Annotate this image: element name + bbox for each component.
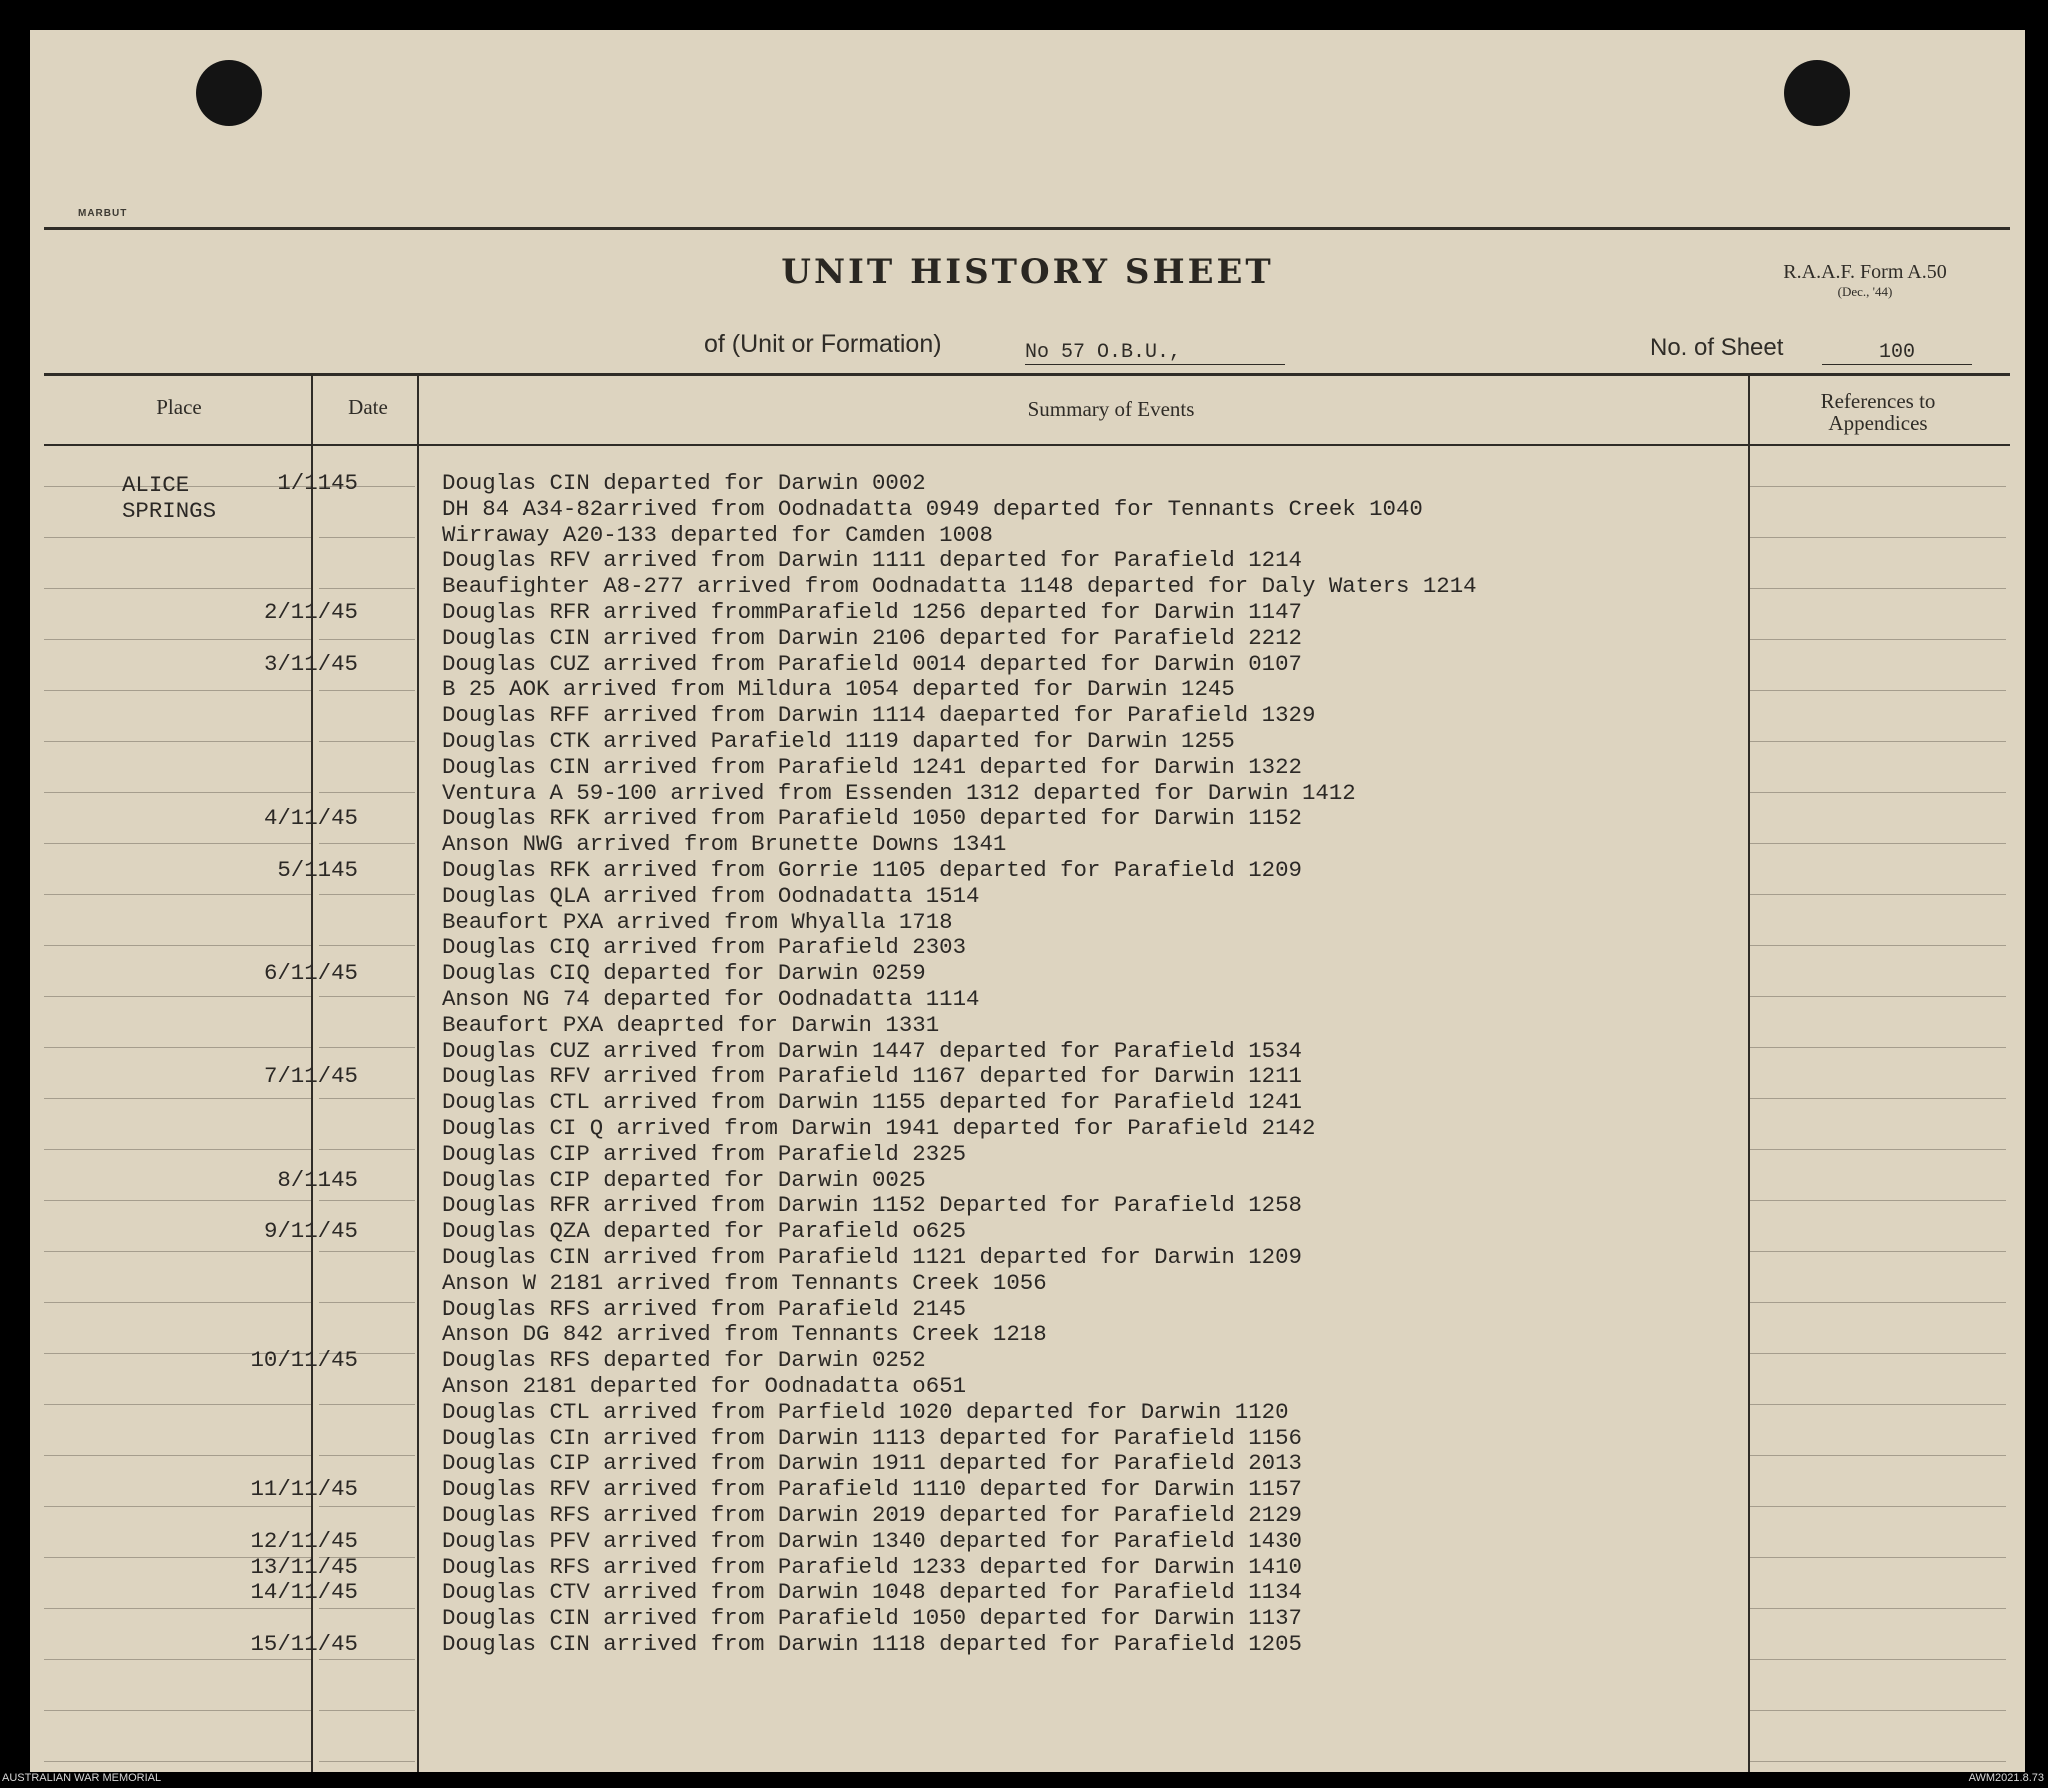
event-text: Douglas CIQ departed for Darwin 0259 [442,960,926,987]
event-row [60,754,2020,780]
event-text: Douglas CIN arrived from Parafield 1050 departed for Darwin 1137 [442,1605,1302,1632]
punch-hole-right [1784,60,1850,126]
event-date: 1/1145 [277,470,358,496]
event-text: B 25 AOK arrived from Mildura 1054 departed for Darwin 1245 [442,676,1235,703]
event-row [60,1141,2020,1167]
event-text: Douglas CIP arrived from Darwin 1911 departed for Parafield 2013 [442,1450,1302,1477]
sheet-number-value: 100 [1822,341,1972,365]
event-row [60,470,2020,496]
event-text: DH 84 A34-82arrived from Oodnadatta 0949 departed for Tennants Creek 1040 [442,495,1423,522]
event-date: 3/11/45 [263,650,358,677]
event-date: 5/1145 [277,857,358,883]
maker-mark: MARBUT [78,208,128,219]
event-text: Ventura A 59-100 arrived from Essenden 1312 departed for Darwin 1412 [442,779,1356,806]
event-date: 13/11/45 [250,1553,358,1580]
event-date: 10/11/45 [250,1347,358,1374]
event-text: Douglas RFV arrived from Darwin 1111 departed for Parafield 1214 [442,547,1302,574]
column-header-references-2: Appendices [1828,411,1928,435]
top-rule [44,227,2010,230]
event-row [60,1192,2020,1218]
event-row [60,960,2020,986]
event-text: Douglas CIN arrived from Darwin 1118 departed for Parafield 1205 [442,1631,1302,1657]
event-row [60,1115,2020,1141]
event-text: Douglas CUZ arrived from Darwin 1447 departed for Parafield 1534 [442,1037,1302,1064]
event-text: Douglas RFR arrived from Darwin 1152 Departed for Parafield 1258 [442,1192,1302,1219]
header-rule [44,373,2010,376]
event-row [60,1038,2020,1064]
ruled-line [1750,1659,2006,1660]
history-sheet [30,30,2025,1772]
ruled-line [1750,1710,2006,1711]
event-date: 15/11/45 [250,1631,358,1657]
event-text: Beaufort PXA deaprted for Darwin 1331 [442,1011,940,1038]
event-text: Douglas RFS arrived from Parafield 2145 [442,1295,967,1322]
event-row [60,986,2020,1012]
event-text: Douglas RFK arrived from Gorrie 1105 departed for Parafield 1209 [442,857,1302,883]
event-text: Douglas CIN arrived from Parafield 1121 departed for Darwin 1209 [442,1244,1302,1270]
event-row [60,522,2020,548]
archive-reference: AWM2021.8.73 [1968,1772,2044,1784]
event-row [60,651,2020,677]
event-row [60,883,2020,909]
event-text: Anson NG 74 departed for Oodnadatta 1114 [442,986,980,1012]
event-row [60,547,2020,573]
event-row [60,1554,2020,1580]
column-header-date: Date [348,395,388,419]
event-text: Douglas CIN arrived from Darwin 2106 departed for Parafield 2212 [442,624,1302,651]
event-row [60,496,2020,522]
event-text: Douglas CIn arrived from Darwin 1113 departed for Parafield 1156 [442,1424,1302,1451]
event-text: Wirraway A20-133 departed for Camden 1008 [442,521,993,548]
event-row [60,805,2020,831]
ruled-line [319,1659,415,1660]
column-header-summary: Summary of Events [1027,397,1195,421]
event-row [60,831,2020,857]
event-date: 2/11/45 [263,599,358,625]
event-text: Douglas RFV arrived from Parafield 1167 departed for Darwin 1211 [442,1063,1302,1090]
event-row [60,1425,2020,1451]
event-row [60,1373,2020,1399]
archive-credit: AUSTRALIAN WAR MEMORIAL [2,1772,162,1784]
event-text: Douglas CIP arrived from Parafield 2325 [442,1140,967,1167]
event-text: Douglas CUZ arrived from Parafield 0014 departed for Darwin 0107 [442,650,1302,677]
event-text: Douglas CTL arrived from Parfield 1020 departed for Darwin 1120 [442,1398,1289,1425]
ruled-line [319,1761,415,1762]
event-text: Beaufighter A8-277 arrived from Oodnadatta 1148 departed for Daly Waters 1214 [442,573,1477,600]
event-date: 14/11/45 [250,1579,358,1606]
page-title: UNIT HISTORY SHEET [781,252,1274,292]
event-text: Douglas CTK arrived Parafield 1119 daparted for Darwin 1255 [442,728,1235,754]
event-text: Douglas QLA arrived from Oodnadatta 1514 [442,882,980,909]
event-text: Anson DG 842 arrived from Tennants Creek 1218 [442,1321,1047,1348]
place-line-1: ALICE [122,472,190,498]
event-row [60,1399,2020,1425]
event-row [60,1579,2020,1605]
event-row [60,1631,2020,1657]
event-row [60,1296,2020,1322]
event-text: Douglas RFS departed for Darwin 0252 [442,1347,926,1374]
event-text: Douglas CIN arrived from Parafield 1241 departed for Darwin 1322 [442,753,1302,780]
event-row [60,573,2020,599]
event-row [60,599,2020,625]
event-date: 7/11/45 [263,1063,358,1090]
event-row [60,1347,2020,1373]
ruled-line [319,1710,415,1711]
ruled-line [44,1710,311,1711]
event-row [60,1502,2020,1528]
sheet-number-label: No. of Sheet [1650,334,1784,361]
unit-label: of (Unit or Formation) [704,330,942,358]
event-text: Douglas CTL arrived from Darwin 1155 departed for Parafield 1241 [442,1089,1302,1116]
event-row [60,702,2020,728]
event-row [60,909,2020,935]
event-text: Douglas RFR arrived frommParafield 1256 departed for Darwin 1147 [442,599,1302,625]
place-line-2: SPRINGS [122,498,217,524]
event-text: Douglas CIQ arrived from Parafield 2303 [442,934,967,961]
unit-value: No 57 O.B.U., [1025,341,1285,365]
ruled-line [44,1659,311,1660]
event-text: Douglas CIN departed for Darwin 0002 [442,470,926,496]
event-date: 12/11/45 [250,1527,358,1554]
event-text: Anson 2181 departed for Oodnadatta o651 [442,1373,967,1399]
event-text: Douglas RFS arrived from Parafield 1233 departed for Darwin 1410 [442,1553,1302,1580]
event-text: Douglas RFF arrived from Darwin 1114 daeparted for Parafield 1329 [442,702,1316,729]
punch-hole-left [196,60,262,126]
event-row [60,1167,2020,1193]
event-row [60,1270,2020,1296]
event-date: 9/11/45 [263,1218,358,1245]
event-text: Douglas QZA departed for Parafield o625 [442,1218,967,1245]
event-row [60,1450,2020,1476]
event-text: Beaufort PXA arrived from Whyalla 1718 [442,908,953,935]
event-date: 11/11/45 [250,1476,358,1503]
event-row [60,780,2020,806]
event-row [60,1089,2020,1115]
form-label: R.A.A.F. Form A.50 [1783,261,1947,283]
event-text: Douglas CI Q arrived from Darwin 1941 departed for Parafield 2142 [442,1115,1316,1141]
ruled-line [44,1761,311,1762]
event-text: Douglas CTV arrived from Darwin 1048 departed for Parafield 1134 [442,1579,1302,1606]
event-text: Anson W 2181 arrived from Tennants Creek 1056 [442,1269,1047,1296]
event-row [60,1218,2020,1244]
event-row [60,1605,2020,1631]
event-date: 8/1145 [277,1166,358,1193]
event-row [60,728,2020,754]
column-header-place: Place [156,395,202,419]
event-text: Douglas RFK arrived from Parafield 1050 departed for Darwin 1152 [442,805,1302,832]
event-text: Douglas RFS arrived from Darwin 2019 departed for Parafield 2129 [442,1502,1302,1528]
event-row [60,1244,2020,1270]
event-text: Douglas RFV arrived from Parafield 1110 departed for Darwin 1157 [442,1476,1302,1503]
event-text: Douglas PFV arrived from Darwin 1340 departed for Parafield 1430 [442,1527,1302,1554]
event-row [60,625,2020,651]
event-date: 6/11/45 [263,960,358,987]
event-row [60,1528,2020,1554]
event-row [60,934,2020,960]
event-text: Douglas CIP departed for Darwin 0025 [442,1166,926,1193]
ruled-line [1750,1761,2006,1762]
event-row [60,1476,2020,1502]
event-date: 4/11/45 [263,805,358,832]
column-header-rule [44,444,2010,446]
event-row [60,857,2020,883]
event-text: Anson NWG arrived from Brunette Downs 1341 [442,831,1007,858]
event-row [60,1012,2020,1038]
event-row [60,1063,2020,1089]
form-date: (Dec., '44) [1837,284,1893,299]
event-row [60,676,2020,702]
column-header-references-1: References to [1820,389,1936,413]
event-row [60,1321,2020,1347]
